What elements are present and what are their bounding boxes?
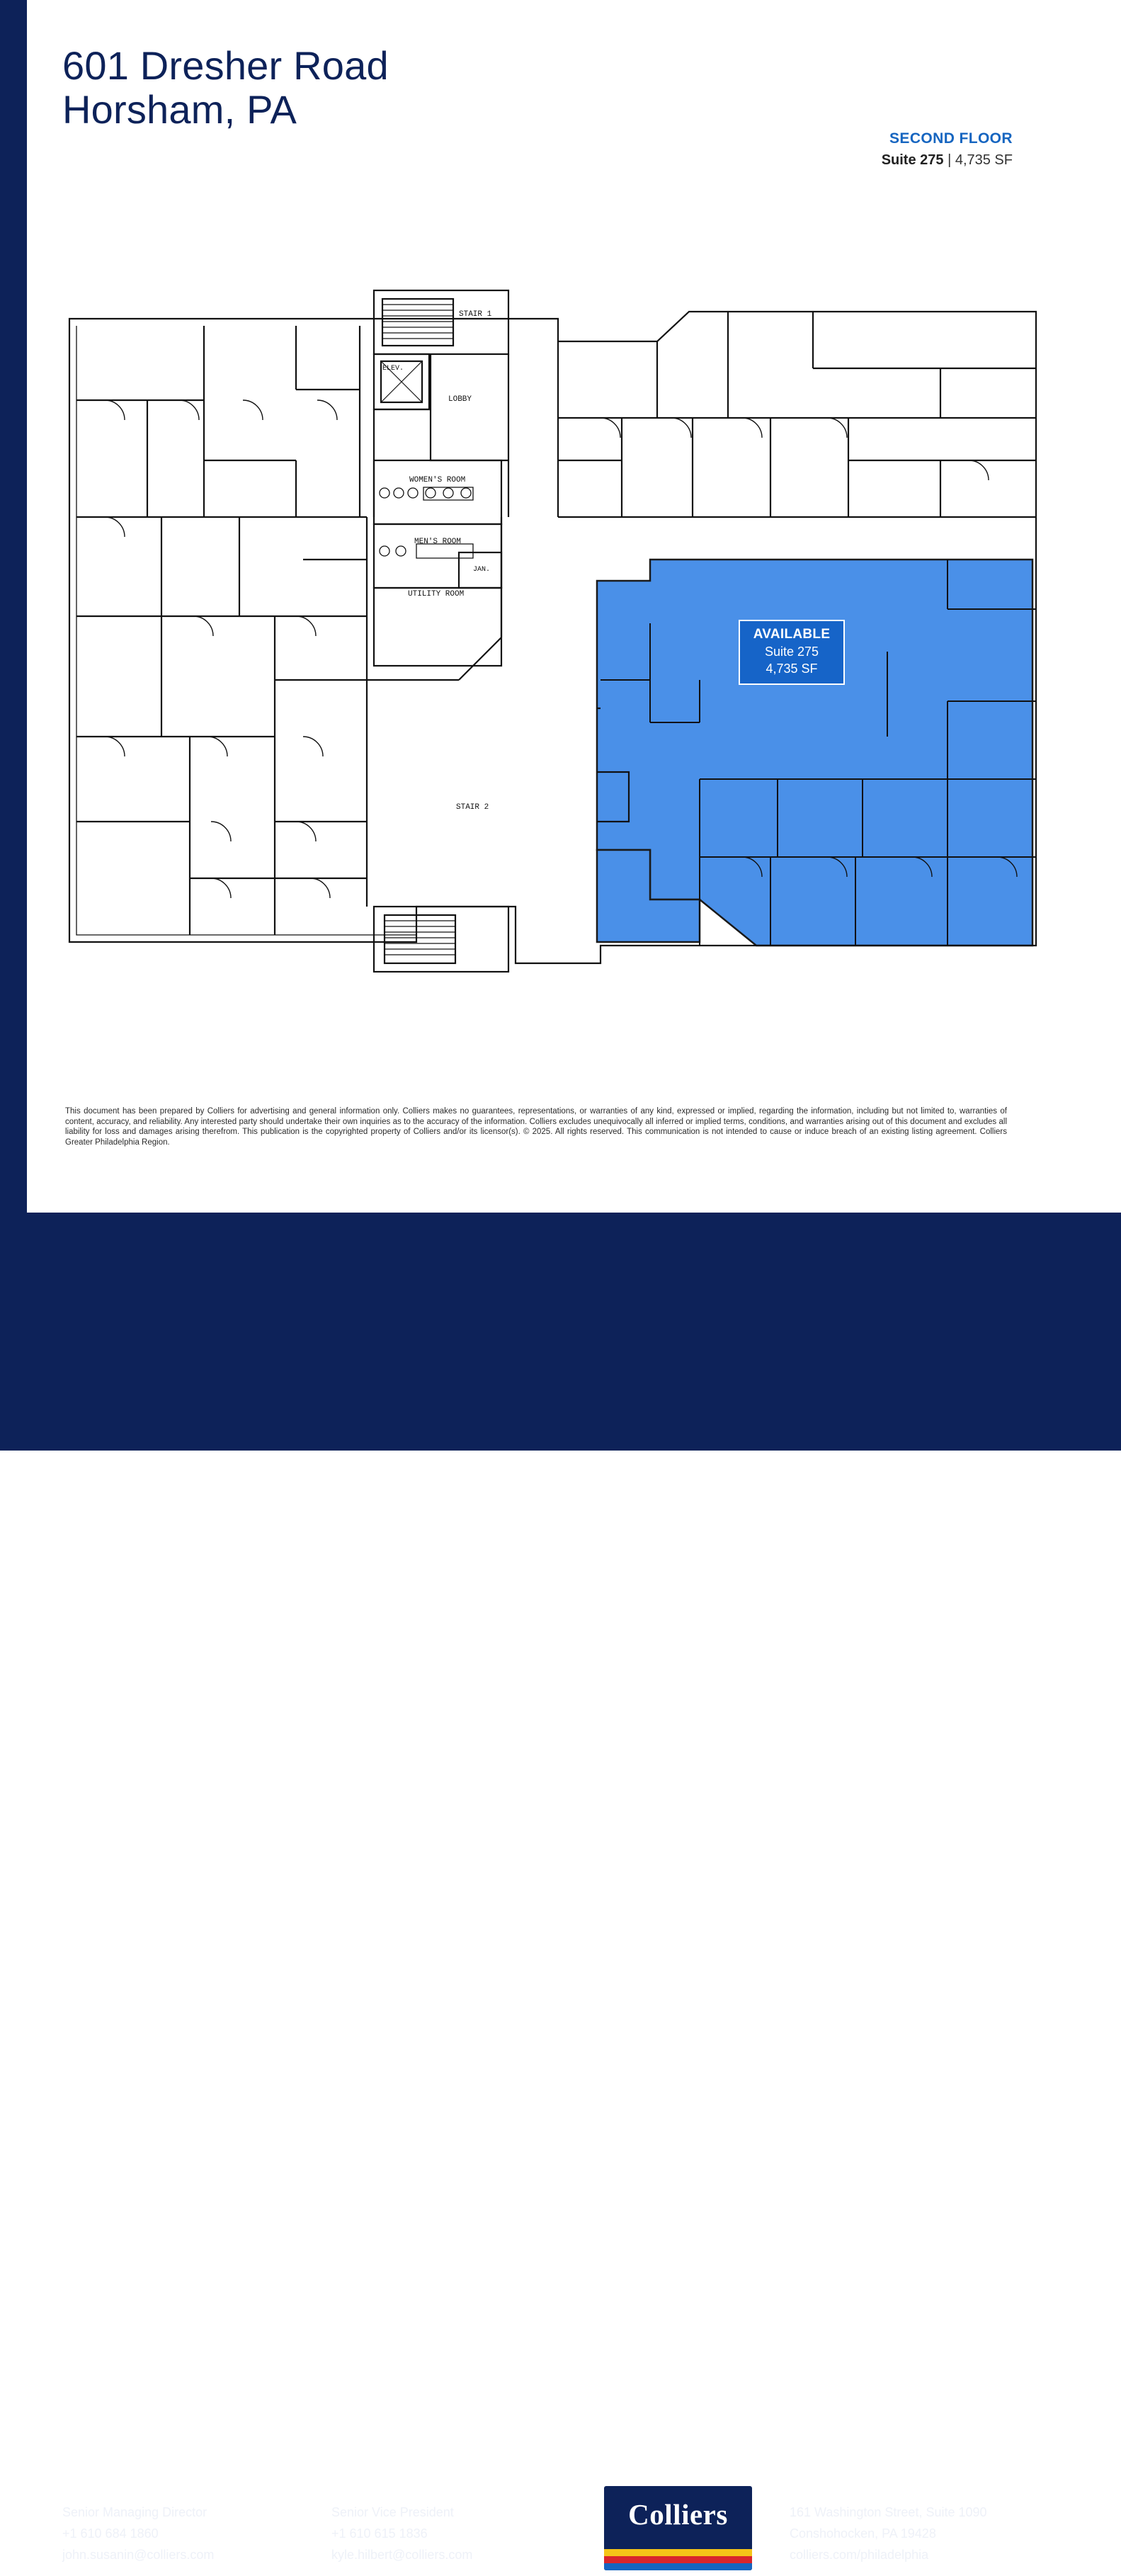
plan-label-mens-room: MEN'S ROOM — [414, 538, 462, 546]
company-website[interactable]: colliers.com/philadelphia — [790, 2548, 929, 2562]
colliers-logo — [598, 2480, 758, 2576]
plan-label-janitor: JAN. — [473, 566, 491, 574]
contact-john-susanin — [62, 2473, 214, 2565]
suite-275-shape — [597, 560, 1032, 946]
contact-phone[interactable]: +1 610 615 1836 — [331, 2526, 428, 2541]
contact-title: Senior Vice President — [331, 2505, 454, 2519]
suite-line — [882, 150, 1013, 170]
available-suite: Suite 275 — [764, 645, 819, 659]
page-footer — [0, 1213, 1121, 2562]
colliers-logo-stripes — [604, 2549, 752, 2570]
floor-plan — [62, 283, 1054, 999]
contact-email[interactable]: kyle.hilbert@colliers.com — [331, 2548, 473, 2562]
suite-name: Suite 275 — [881, 152, 944, 168]
available-title: AVAILABLE — [753, 627, 831, 642]
colliers-logo-inner — [604, 2486, 752, 2570]
contact-name: Kyle Hilbert — [331, 2475, 414, 2492]
plan-label-lobby: LOBBY — [448, 395, 472, 404]
floor-label: SECOND FLOOR — [889, 130, 1013, 147]
contact-phone[interactable]: +1 610 684 1860 — [62, 2526, 159, 2541]
contact-email[interactable]: john.susanin@colliers.com — [62, 2548, 215, 2562]
contact-name: John Susanin — [62, 2475, 160, 2492]
plan-label-elevator: ELEV. — [382, 365, 404, 373]
suite-size: 4,735 SF — [955, 152, 1013, 168]
available-callout — [739, 620, 845, 685]
colliers-logo-text: Colliers — [628, 2498, 728, 2531]
plan-label-utility-room: UTILITY ROOM — [408, 590, 465, 598]
plan-highlight-area — [597, 560, 1032, 946]
stripe-blue — [604, 2563, 752, 2570]
suite-separator: | — [943, 152, 955, 168]
company-info — [790, 2473, 987, 2565]
company-address-line-2: Conshohocken, PA 19428 — [790, 2526, 936, 2541]
disclaimer-text: This document has been prepared by Colliers for advertising and general information only. Colliers makes no guarantees, representations, or warranties of any kind, expressed or implied, regarding the information, including but not limited to, warranties of content, accuracy, and reliability. Any interested party should undertake their own inquiries as to the accuracy of the information. Colliers excludes unequivocally all inferred or implied terms, conditions, and warranties arising out of this document and excludes all liability for loss and damages arising therefrom. This publication is the copyrighted property of Colliers and/or its licensor(s). © 2025. All rights reserved. This communication is not intended to cause or induce breach of an existing listing agreement. Colliers Greater Philadelphia Region. — [65, 1107, 1007, 1147]
plan-room-labels — [382, 310, 492, 812]
company-name: Colliers — [790, 2475, 845, 2492]
plan-label-stair-1: STAIR 1 — [459, 310, 492, 319]
plan-label-womens-room: WOMEN'S ROOM — [409, 476, 466, 484]
address-line-1: 601 Dresher Road — [62, 43, 389, 88]
contact-kyle-hilbert — [331, 2473, 472, 2565]
page-title — [62, 44, 389, 132]
available-size: 4,735 SF — [766, 662, 818, 676]
stripe-yellow — [604, 2549, 752, 2556]
stripe-red — [604, 2556, 752, 2563]
page-header — [62, 44, 1068, 186]
contact-title: Senior Managing Director — [62, 2505, 207, 2519]
company-address-line-1: 161 Washington Street, Suite 1090 — [790, 2505, 987, 2519]
plan-label-stair-2: STAIR 2 — [456, 803, 489, 812]
floor-plan-drawing — [62, 283, 1054, 999]
suite-summary — [882, 129, 1013, 170]
left-accent-bar — [0, 0, 27, 1213]
address-line-2: Horsham, PA — [62, 87, 297, 132]
